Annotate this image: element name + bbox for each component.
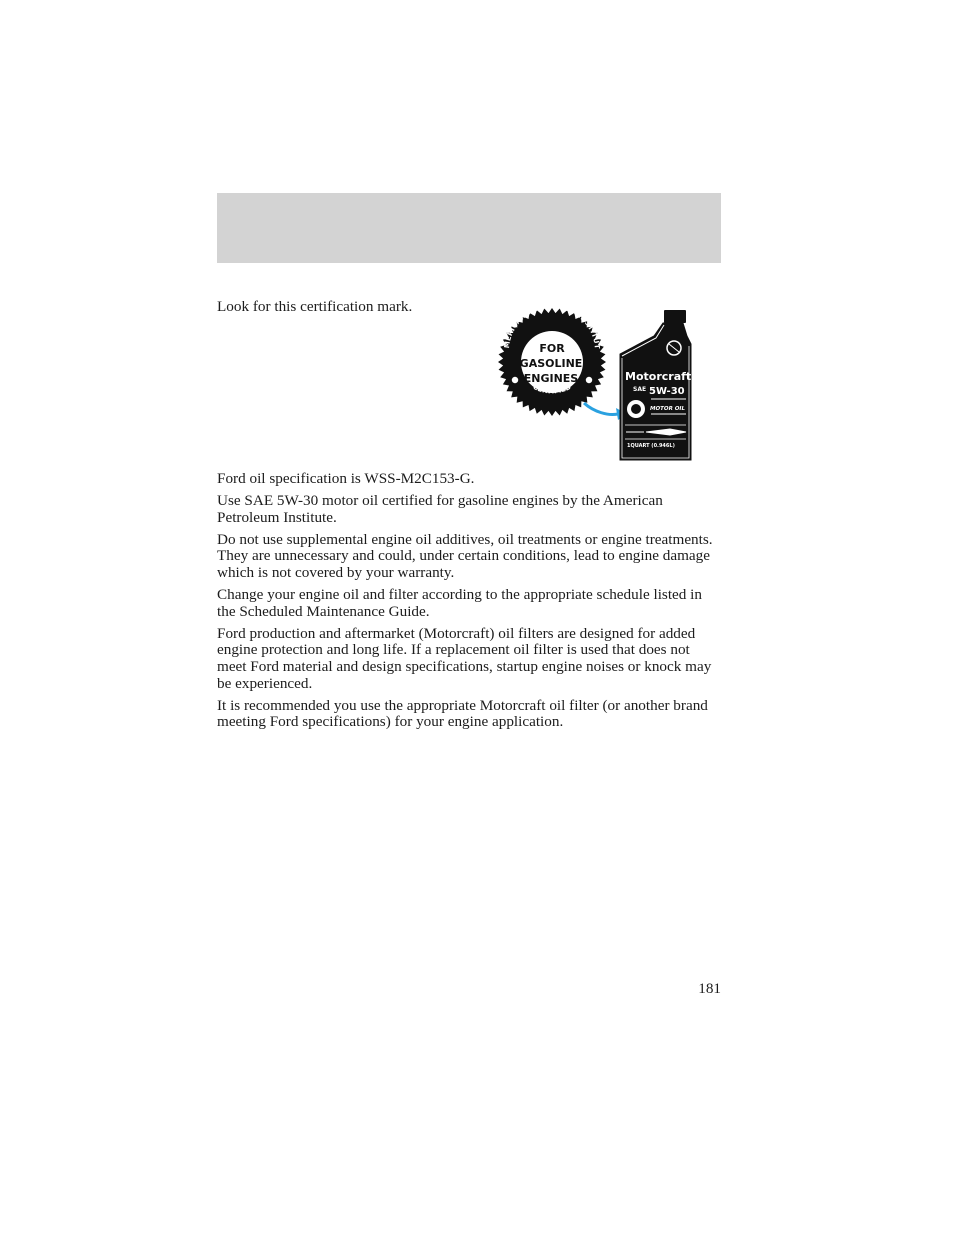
seal-right-dot-icon bbox=[586, 377, 592, 383]
page-number: 181 bbox=[698, 980, 721, 997]
seal-certified-text: CERTIFIED bbox=[531, 382, 573, 396]
oil-certification-figure bbox=[494, 308, 694, 464]
seal-left-dot-icon bbox=[512, 377, 518, 383]
seal-center-line-2: GASOLINE bbox=[519, 357, 583, 370]
body-text bbox=[217, 471, 721, 736]
seal-center-line-3: ENGINES bbox=[523, 372, 579, 385]
oil-bottle-illustration bbox=[620, 310, 691, 460]
paragraph-change-schedule: Change your engine oil and filter according to the appropriate schedule listed in the Scheduled Maintenance Guide. bbox=[217, 586, 702, 620]
paragraph-oil-specification: Ford oil specification is WSS-M2C153-G. bbox=[217, 470, 475, 487]
intro-text: Look for this certification mark. bbox=[217, 298, 413, 315]
bottle-brand-text: Motorcraft bbox=[625, 370, 692, 383]
bottle-product-text: MOTOR OIL bbox=[650, 406, 685, 412]
bottle-sae-text: SAE bbox=[633, 386, 647, 393]
paragraph-additives-warning: Do not use supplemental engine oil additives, oil treatments or engine treatments. They are unnecessary and could, under certain conditions, lead to engine damage which is not covered by your warranty. bbox=[217, 530, 713, 581]
paragraph-oil-filters: Ford production and aftermarket (Motorcraft) oil filters are designed for added engine protection and long life. If a replacement oil filter is used that does not meet Ford material and design specifications, startup engine noises or knock may be experienced. bbox=[217, 624, 712, 692]
section-header-bar bbox=[217, 193, 721, 263]
bottle-volume-text: 1QUART (0.946L) bbox=[627, 443, 675, 449]
paragraph-filter-recommendation: It is recommended you use the appropriate Motorcraft oil filter (or another brand meeting Ford specifications) for your engine application. bbox=[217, 696, 708, 731]
api-certification-seal bbox=[494, 308, 606, 416]
bottle-grade-text: 5W-30 bbox=[649, 386, 685, 397]
seal-center-line-1: FOR bbox=[539, 342, 565, 355]
seal-ring-text: MERICAN PE UM INSTITUT bbox=[502, 308, 602, 350]
paragraph-sae-recommendation: Use SAE 5W-30 motor oil certified for gasoline engines by the American Petroleum Institute. bbox=[217, 492, 663, 526]
